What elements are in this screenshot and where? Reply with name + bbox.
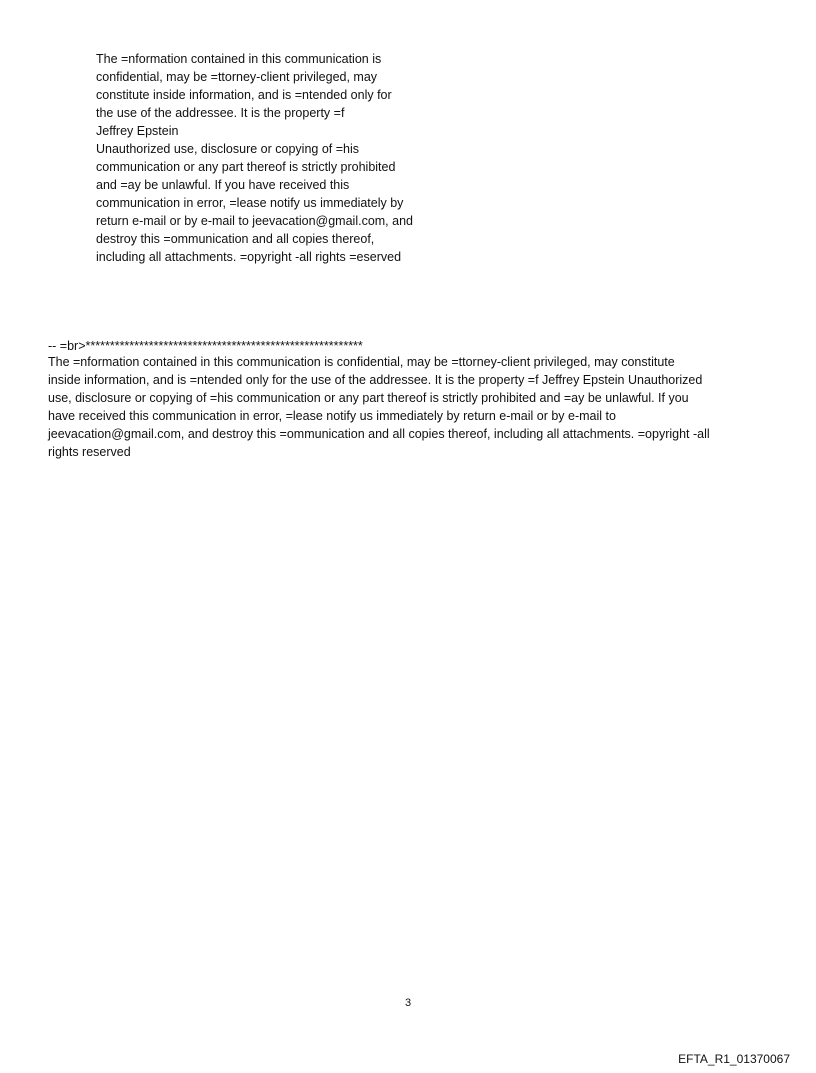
disclaimer-line: constitute inside information, and is =ntended only for: [96, 88, 392, 102]
disclaimer-line: use, disclosure or copying of =his communication or any part thereof is strictly prohibited and =ay be unlawful. If you: [48, 391, 689, 405]
disclaimer-line: The =nformation contained in this communication is confidential, may be =ttorney-client privileged, may constitute: [48, 355, 675, 369]
disclaimer-line: Jeffrey Epstein: [96, 124, 179, 138]
signature-separator: -- =br>*********************************************************: [48, 339, 363, 353]
disclaimer-line: destroy this =ommunication and all copies thereof,: [96, 232, 375, 246]
disclaimer-line: rights reserved: [48, 445, 131, 459]
disclaimer-line: jeevacation@gmail.com, and destroy this =ommunication and all copies thereof, including all attachments. =opyright -all: [48, 427, 710, 441]
disclaimer-line: return e-mail or by e-mail to jeevacation@gmail.com, and: [96, 214, 413, 228]
disclaimer-line: inside information, and is =ntended only for the use of the addressee. It is the property =f Jeffrey Epstein Unauthorized: [48, 373, 703, 387]
disclaimer-line: the use of the addressee. It is the property =f: [96, 106, 345, 120]
disclaimer-line: The =nformation contained in this communication is: [96, 52, 382, 66]
signature-disclaimer: [48, 353, 778, 461]
quoted-disclaimer: [96, 50, 456, 266]
disclaimer-line: Unauthorized use, disclosure or copying of =his: [96, 142, 359, 156]
disclaimer-line: and =ay be unlawful. If you have received this: [96, 178, 350, 192]
document-id: EFTA_R1_01370067: [678, 1052, 790, 1066]
disclaimer-line: including all attachments. =opyright -all rights =eserved: [96, 250, 402, 264]
disclaimer-line: confidential, may be =ttorney-client privileged, may: [96, 70, 378, 84]
disclaimer-line: communication or any part thereof is strictly prohibited: [96, 160, 396, 174]
page-number: 3: [404, 997, 412, 1009]
disclaimer-line: communication in error, =lease notify us immediately by: [96, 196, 404, 210]
disclaimer-line: have received this communication in error, =lease notify us immediately by return e-mail or by e-mail to: [48, 409, 616, 423]
